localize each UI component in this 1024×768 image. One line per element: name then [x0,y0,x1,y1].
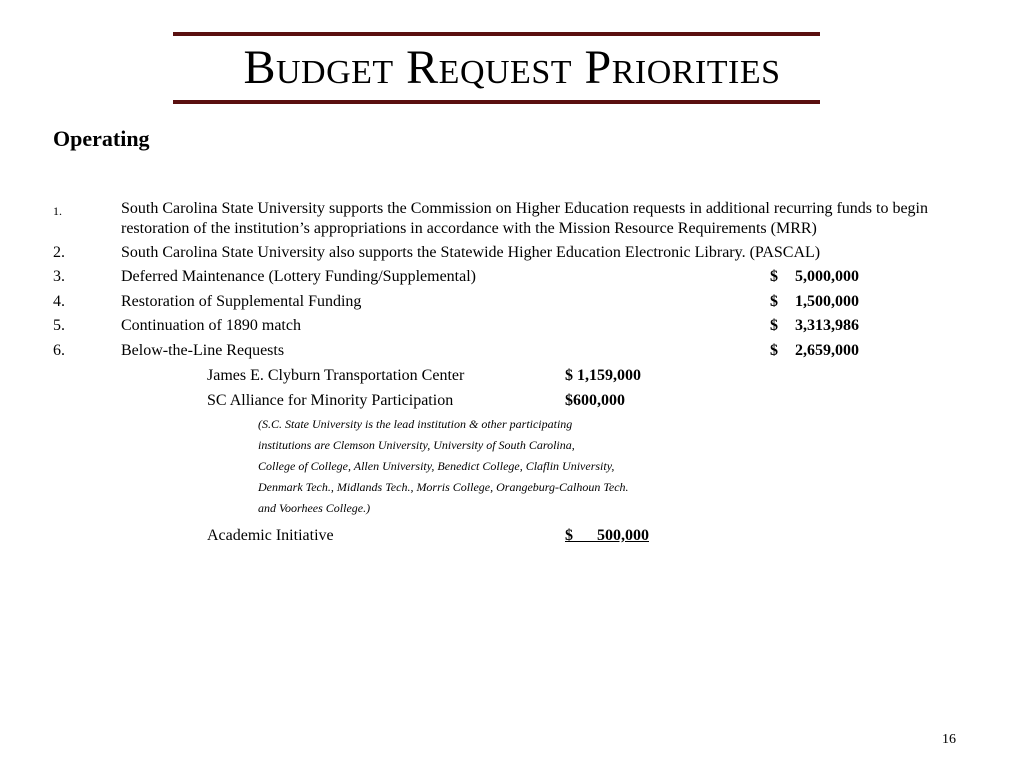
item-text: South Carolina State University supports the Commission on Higher Education requests in additional recurring funds to begin restoration of the institution’s appropriations in accordance with the Mission Resource Requirements (MRR) [121,200,928,237]
note-line: (S.C. State University is the lead institution & other participating [258,417,573,431]
item-number: 5. [53,317,65,334]
item-amount: 2,659,000 [795,342,859,359]
sub-item-label: Academic Initiative [207,527,334,544]
title-top-rule [173,32,820,36]
sub-item-amount: $600,000 [565,392,625,409]
item-text: Restoration of Supplemental Funding [121,293,362,310]
sub-item-label: SC Alliance for Minority Participation [207,392,454,409]
sub-item-amount: $ 500,000 [565,527,649,544]
item-amount: 3,313,986 [795,317,859,334]
item-number: 3. [53,268,65,285]
item-text: South Carolina State University also supports the Statewide Higher Education Electronic Library. (PASCAL) [121,244,821,261]
sub-item-label: James E. Clyburn Transportation Center [207,367,465,384]
item-number: 4. [53,293,65,310]
item-amount: 5,000,000 [795,268,859,285]
item-currency: $ [770,317,778,334]
item-amount: 1,500,000 [795,293,859,310]
note-line: and Voorhees College.) [258,501,371,515]
participating-institutions-note [258,414,758,519]
item-text: Below-the-Line Requests [121,342,285,359]
item-number: 1. [53,204,62,218]
item-number: 6. [53,342,65,359]
sub-item-amount: $ 1,159,000 [565,367,641,384]
item-currency: $ [770,293,778,310]
section-heading: Operating [53,126,150,151]
page-number: 16 [942,732,956,747]
note-line: institutions are Clemson University, University of South Carolina, [258,438,575,452]
item-text: Deferred Maintenance (Lottery Funding/Supplemental) [121,268,476,285]
item-currency: $ [770,268,778,285]
note-line: Denmark Tech., Midlands Tech., Morris College, Orangeburg-Calhoun Tech. [258,480,629,494]
item-currency: $ [770,342,778,359]
note-line: College of College, Allen University, Benedict College, Claflin University, [258,459,615,473]
title-bottom-rule [173,100,820,104]
item-number: 2. [53,244,65,261]
item-text: Continuation of 1890 match [121,317,301,334]
slide-title: Budget Request Priorities [243,41,781,94]
